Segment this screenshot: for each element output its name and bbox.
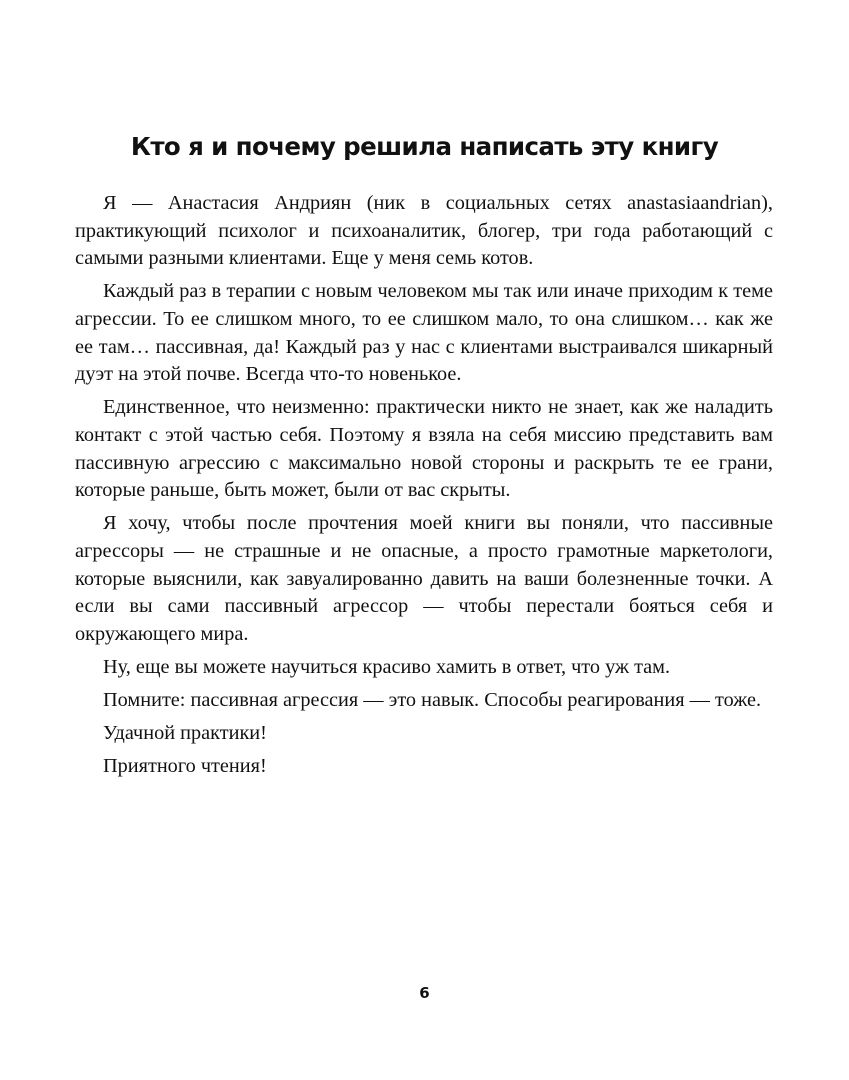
chapter-title: Кто я и почему решила написать эту книгу (130, 132, 719, 161)
paragraph-goal: Я хочу, чтобы после прочтения моей книги вы поняли, что пассивные агрессоры — не страшные и не опасные, а просто грамотные маркетологи, которые выяснили, как завуалированно давить на ваши болезненные точки. А если вы сами пассивный агрессор — чтобы перестали бояться себя и окружающего мира. (75, 512, 773, 645)
paragraph-wish-reading: Приятного чтения! (103, 755, 267, 778)
page-number: 6 (419, 984, 430, 1002)
paragraph-bonus: Ну, еще вы можете научиться красиво хамить в ответ, что уж там. (103, 655, 671, 678)
paragraph-wish-practice: Удачной практики! (103, 722, 267, 745)
paragraph-therapy: Каждый раз в терапии с новым человеком мы так или иначе приходим к теме агрессии. То ее слишком много, то ее слишком мало, то она слишком… как же ее там… пассивная, да! Каждый раз у нас с клиентами выстраивался шикарный дуэт на этой почве. Всегда что-то новенькое. (75, 280, 773, 386)
paragraph-intro: Я — Анастасия Андриян (ник в социальных сетях anastasiaandrian), практикующий психолог и психоаналитик, блогер, три года работающий с самыми разными клиентами. Еще у меня семь котов. (75, 192, 773, 270)
chapter-body (75, 190, 773, 787)
paragraph-mission: Единственное, что неизменно: практически никто не знает, как же наладить контакт с этой частью себя. Поэтому я взяла на себя миссию представить вам пассивную агрессию с максимально новой стороны и раскрыть те ее грани, которые раньше, быть может, были от вас скрыты. (75, 396, 773, 502)
paragraph-reminder: Помните: пассивная агрессия — это навык. Способы реагирования — тоже. (103, 689, 762, 712)
